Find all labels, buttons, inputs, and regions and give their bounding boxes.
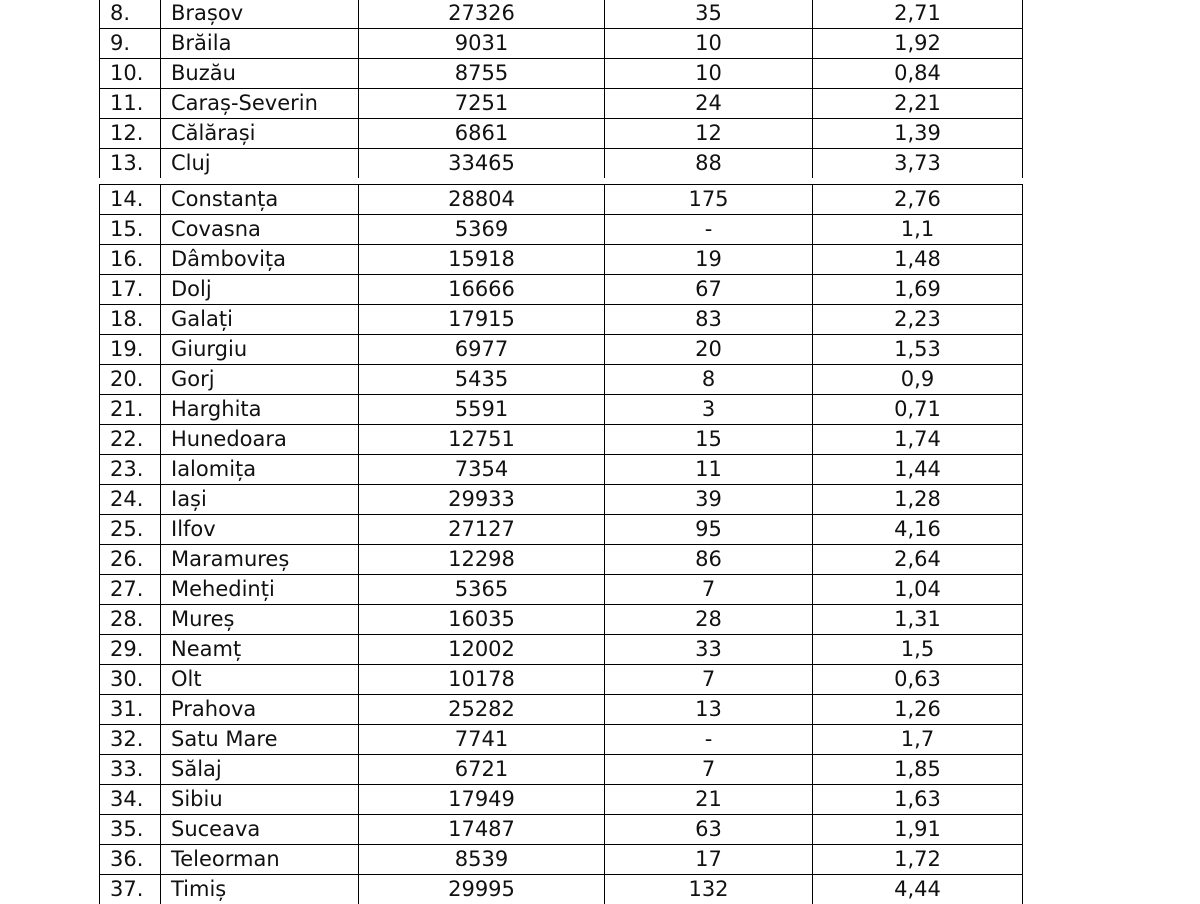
table-row [100, 335, 1023, 365]
county-name-cell: Maramureș [161, 545, 359, 575]
value-a-cell: 5591 [359, 395, 605, 425]
table-row [100, 59, 1023, 89]
county-name-cell: Dolj [161, 275, 359, 305]
value-a-cell: 17487 [359, 815, 605, 845]
table-row [100, 215, 1023, 245]
value-a-cell: 6721 [359, 755, 605, 785]
county-name-cell: Călărași [161, 119, 359, 149]
table-row [100, 185, 1023, 215]
row-number-cell: 25. [100, 515, 161, 545]
value-b-cell: 83 [605, 305, 813, 335]
county-name-cell: Iași [161, 485, 359, 515]
row-number-cell: 13. [100, 149, 161, 179]
table-row [100, 455, 1023, 485]
value-a-cell: 25282 [359, 695, 605, 725]
value-a-cell: 17915 [359, 305, 605, 335]
value-b-cell: 63 [605, 815, 813, 845]
row-number-cell: 20. [100, 365, 161, 395]
value-a-cell: 33465 [359, 149, 605, 179]
value-a-cell: 8755 [359, 59, 605, 89]
value-b-cell: 15 [605, 425, 813, 455]
table-body [100, 0, 1023, 178]
table-row [100, 635, 1023, 665]
value-b-cell: 7 [605, 665, 813, 695]
county-name-cell: Giurgiu [161, 335, 359, 365]
row-number-cell: 15. [100, 215, 161, 245]
row-number-cell: 33. [100, 755, 161, 785]
value-b-cell: 67 [605, 275, 813, 305]
value-b-cell: 86 [605, 545, 813, 575]
county-name-cell: Brăila [161, 29, 359, 59]
county-name-cell: Caraș-Severin [161, 89, 359, 119]
row-number-cell: 19. [100, 335, 161, 365]
table-row [100, 665, 1023, 695]
county-name-cell: Mehedinți [161, 575, 359, 605]
table-row [100, 725, 1023, 755]
row-number-cell: 23. [100, 455, 161, 485]
row-number-cell: 17. [100, 275, 161, 305]
row-number-cell: 27. [100, 575, 161, 605]
value-c-cell: 1,7 [813, 725, 1023, 755]
value-c-cell: 1,1 [813, 215, 1023, 245]
value-c-cell: 2,71 [813, 0, 1023, 29]
county-name-cell: Olt [161, 665, 359, 695]
value-c-cell: 1,74 [813, 425, 1023, 455]
table-row [100, 515, 1023, 545]
county-name-cell: Satu Mare [161, 725, 359, 755]
value-a-cell: 5369 [359, 215, 605, 245]
value-a-cell: 12002 [359, 635, 605, 665]
row-number-cell: 9. [100, 29, 161, 59]
value-b-cell: 10 [605, 29, 813, 59]
value-c-cell: 1,5 [813, 635, 1023, 665]
value-c-cell: 0,71 [813, 395, 1023, 425]
value-c-cell: 0,9 [813, 365, 1023, 395]
value-b-cell: 3 [605, 395, 813, 425]
value-a-cell: 27326 [359, 0, 605, 29]
value-b-cell: 12 [605, 119, 813, 149]
value-b-cell: 24 [605, 89, 813, 119]
value-c-cell: 1,63 [813, 785, 1023, 815]
county-name-cell: Teleorman [161, 845, 359, 875]
value-b-cell: 21 [605, 785, 813, 815]
value-b-cell: 19 [605, 245, 813, 275]
value-b-cell: 7 [605, 575, 813, 605]
value-c-cell: 1,26 [813, 695, 1023, 725]
value-c-cell: 4,16 [813, 515, 1023, 545]
row-number-cell: 30. [100, 665, 161, 695]
value-b-cell: - [605, 725, 813, 755]
row-number-cell: 34. [100, 785, 161, 815]
table-row [100, 815, 1023, 845]
table-row [100, 149, 1023, 179]
county-name-cell: Sibiu [161, 785, 359, 815]
value-b-cell: 7 [605, 755, 813, 785]
value-b-cell: 175 [605, 185, 813, 215]
row-number-cell: 10. [100, 59, 161, 89]
row-number-cell: 32. [100, 725, 161, 755]
row-number-cell: 24. [100, 485, 161, 515]
row-number-cell: 37. [100, 875, 161, 904]
table-row [100, 29, 1023, 59]
value-a-cell: 12751 [359, 425, 605, 455]
value-c-cell: 1,28 [813, 485, 1023, 515]
row-number-cell: 31. [100, 695, 161, 725]
county-name-cell: Sălaj [161, 755, 359, 785]
county-name-cell: Buzău [161, 59, 359, 89]
value-a-cell: 12298 [359, 545, 605, 575]
value-a-cell: 16666 [359, 275, 605, 305]
value-b-cell: 33 [605, 635, 813, 665]
value-c-cell: 2,21 [813, 89, 1023, 119]
value-a-cell: 29995 [359, 875, 605, 904]
value-a-cell: 7741 [359, 725, 605, 755]
value-a-cell: 9031 [359, 29, 605, 59]
row-number-cell: 22. [100, 425, 161, 455]
value-a-cell: 7251 [359, 89, 605, 119]
table-row [100, 0, 1023, 29]
table-row [100, 245, 1023, 275]
value-a-cell: 28804 [359, 185, 605, 215]
county-name-cell: Cluj [161, 149, 359, 179]
value-a-cell: 29933 [359, 485, 605, 515]
table-body [100, 185, 1023, 904]
value-b-cell: 132 [605, 875, 813, 904]
value-c-cell: 0,84 [813, 59, 1023, 89]
value-b-cell: 35 [605, 0, 813, 29]
value-c-cell: 1,91 [813, 815, 1023, 845]
row-number-cell: 18. [100, 305, 161, 335]
county-name-cell: Neamț [161, 635, 359, 665]
value-b-cell: 13 [605, 695, 813, 725]
county-name-cell: Ilfov [161, 515, 359, 545]
value-a-cell: 27127 [359, 515, 605, 545]
table-row [100, 275, 1023, 305]
value-c-cell: 1,39 [813, 119, 1023, 149]
value-a-cell: 16035 [359, 605, 605, 635]
table-row [100, 89, 1023, 119]
value-b-cell: 28 [605, 605, 813, 635]
value-c-cell: 1,31 [813, 605, 1023, 635]
row-number-cell: 26. [100, 545, 161, 575]
value-b-cell: 11 [605, 455, 813, 485]
county-name-cell: Prahova [161, 695, 359, 725]
value-b-cell: 95 [605, 515, 813, 545]
county-name-cell: Gorj [161, 365, 359, 395]
value-c-cell: 1,85 [813, 755, 1023, 785]
value-a-cell: 15918 [359, 245, 605, 275]
county-name-cell: Harghita [161, 395, 359, 425]
value-c-cell: 1,04 [813, 575, 1023, 605]
table-row [100, 119, 1023, 149]
row-number-cell: 11. [100, 89, 161, 119]
value-a-cell: 7354 [359, 455, 605, 485]
row-number-cell: 16. [100, 245, 161, 275]
row-number-cell: 36. [100, 845, 161, 875]
value-a-cell: 5365 [359, 575, 605, 605]
county-name-cell: Dâmbovița [161, 245, 359, 275]
table-row [100, 395, 1023, 425]
value-a-cell: 10178 [359, 665, 605, 695]
value-b-cell: 17 [605, 845, 813, 875]
row-number-cell: 14. [100, 185, 161, 215]
value-c-cell: 0,63 [813, 665, 1023, 695]
value-c-cell: 1,44 [813, 455, 1023, 485]
value-a-cell: 8539 [359, 845, 605, 875]
row-number-cell: 12. [100, 119, 161, 149]
table-row [100, 785, 1023, 815]
county-name-cell: Covasna [161, 215, 359, 245]
value-b-cell: 88 [605, 149, 813, 179]
row-number-cell: 28. [100, 605, 161, 635]
county-name-cell: Galați [161, 305, 359, 335]
value-c-cell: 1,53 [813, 335, 1023, 365]
county-name-cell: Suceava [161, 815, 359, 845]
table-row [100, 545, 1023, 575]
value-a-cell: 5435 [359, 365, 605, 395]
row-number-cell: 35. [100, 815, 161, 845]
value-a-cell: 6977 [359, 335, 605, 365]
row-number-cell: 21. [100, 395, 161, 425]
table-row [100, 425, 1023, 455]
value-b-cell: - [605, 215, 813, 245]
table-row [100, 575, 1023, 605]
table-row [100, 845, 1023, 875]
table-row [100, 365, 1023, 395]
value-c-cell: 3,73 [813, 149, 1023, 179]
county-name-cell: Ialomița [161, 455, 359, 485]
value-c-cell: 1,48 [813, 245, 1023, 275]
value-c-cell: 1,72 [813, 845, 1023, 875]
data-table-part-2 [99, 184, 1023, 904]
value-c-cell: 2,23 [813, 305, 1023, 335]
county-name-cell: Constanța [161, 185, 359, 215]
county-name-cell: Hunedoara [161, 425, 359, 455]
row-number-cell: 8. [100, 0, 161, 29]
table-row [100, 605, 1023, 635]
value-c-cell: 4,44 [813, 875, 1023, 904]
table-row [100, 755, 1023, 785]
table-row [100, 305, 1023, 335]
row-number-cell: 29. [100, 635, 161, 665]
value-b-cell: 20 [605, 335, 813, 365]
county-name-cell: Timiș [161, 875, 359, 904]
value-c-cell: 2,64 [813, 545, 1023, 575]
value-a-cell: 17949 [359, 785, 605, 815]
data-table-part-1 [99, 0, 1023, 178]
value-b-cell: 8 [605, 365, 813, 395]
value-b-cell: 10 [605, 59, 813, 89]
table-row [100, 485, 1023, 515]
value-c-cell: 1,92 [813, 29, 1023, 59]
value-a-cell: 6861 [359, 119, 605, 149]
value-c-cell: 1,69 [813, 275, 1023, 305]
value-c-cell: 2,76 [813, 185, 1023, 215]
county-name-cell: Mureș [161, 605, 359, 635]
county-name-cell: Brașov [161, 0, 359, 29]
table-row [100, 695, 1023, 725]
value-b-cell: 39 [605, 485, 813, 515]
